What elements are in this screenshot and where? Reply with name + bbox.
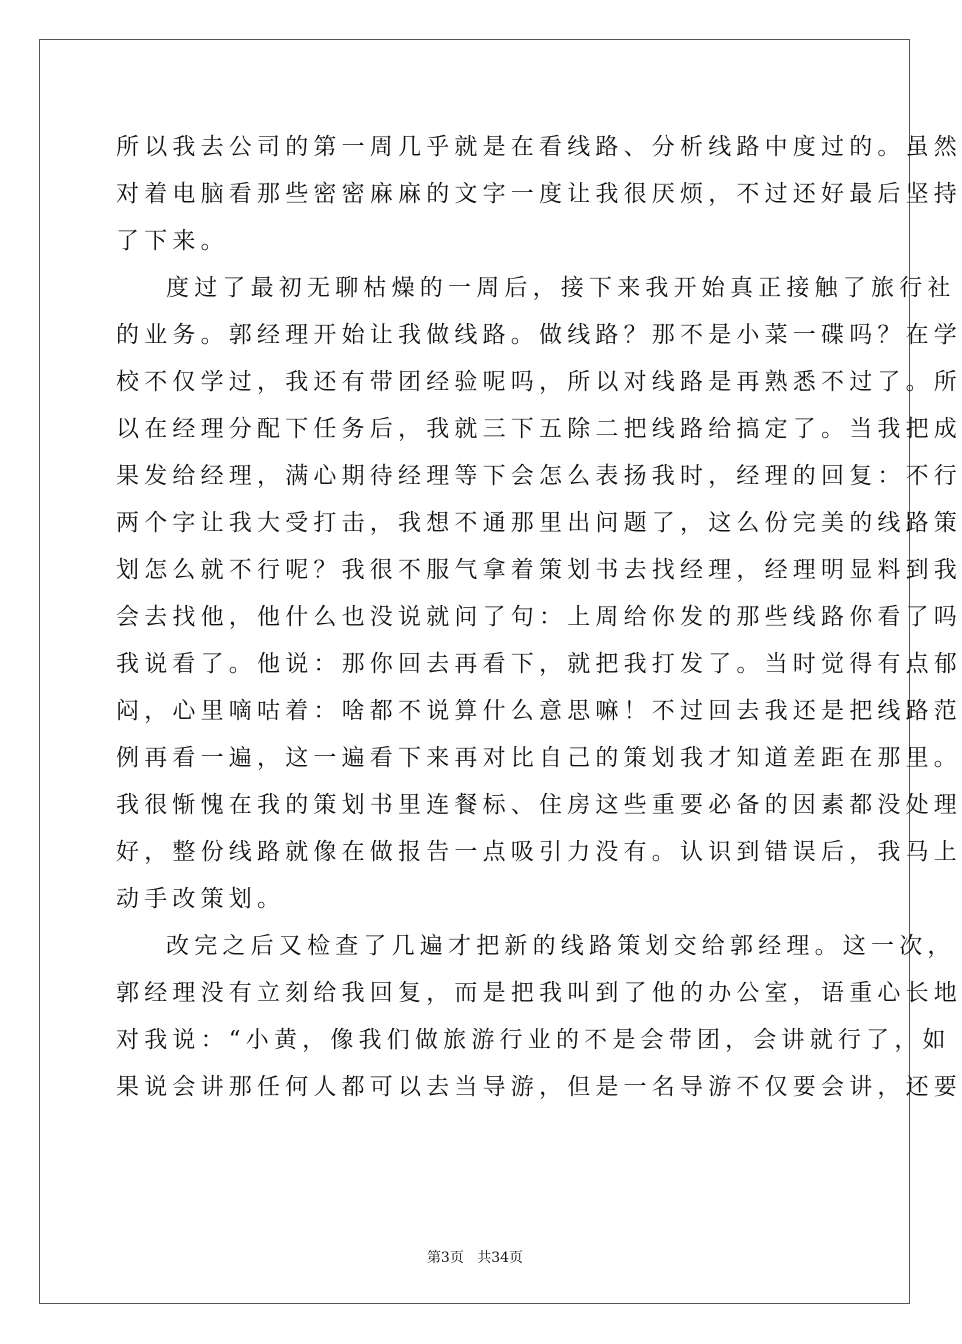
document-body bbox=[116, 124, 962, 1111]
text-line: 两个字让我大受打击，我想不通那里出问题了，这么份完美的线路策 bbox=[116, 510, 962, 536]
text-line: 以在经理分配下任务后，我就三下五除二把线路给搞定了。当我把成 bbox=[116, 416, 962, 442]
text-line: 郭经理没有立刻给我回复，而是把我叫到了他的办公室，语重心长地 bbox=[116, 980, 962, 1006]
text-line: 度过了最初无聊枯燥的一周后，接下来我开始真正接触了旅行社 bbox=[166, 275, 956, 301]
text-line: 我很惭愧在我的策划书里连餐标、住房这些重要必备的因素都没处理 bbox=[116, 792, 962, 818]
text-line: 果发给经理，满心期待经理等下会怎么表扬我时，经理的回复：不行 bbox=[116, 463, 962, 489]
text-line: 所以我去公司的第一周几乎就是在看线路、分析线路中度过的。虽然 bbox=[116, 134, 962, 160]
text-line: 对着电脑看那些密密麻麻的文字一度让我很厌烦，不过还好最后坚持 bbox=[116, 181, 962, 207]
text-line: 果说会讲那任何人都可以去当导游，但是一名导游不仅要会讲，还要 bbox=[116, 1074, 962, 1100]
text-line: 对我说：“小黄，像我们做旅游行业的不是会带团，会讲就行了，如 bbox=[116, 1027, 951, 1053]
text-line: 的业务。郭经理开始让我做线路。做线路？那不是小菜一碟吗？在学 bbox=[116, 322, 962, 348]
page-total: 共34页 bbox=[477, 1250, 524, 1266]
text-line: 会去找他，他什么也没说就问了句：上周给你发的那些线路你看了吗 bbox=[116, 604, 962, 630]
text-line: 动手改策划。 bbox=[116, 886, 286, 912]
text-line: 好，整份线路就像在做报告一点吸引力没有。认识到错误后，我马上 bbox=[116, 839, 962, 865]
text-line: 例再看一遍，这一遍看下来再对比自己的策划我才知道差距在那里。 bbox=[116, 745, 962, 771]
text-line: 闷，心里嘀咕着：啥都不说算什么意思嘛！不过回去我还是把线路范 bbox=[116, 698, 962, 724]
text-line: 我说看了。他说：那你回去再看下，就把我打发了。当时觉得有点郁 bbox=[116, 651, 962, 677]
text-line: 校不仅学过，我还有带团经验呢吗，所以对线路是再熟悉不过了。所 bbox=[116, 369, 962, 395]
page-footer bbox=[0, 1247, 950, 1267]
page-number: 第3页 bbox=[426, 1250, 464, 1266]
text-line: 了下来。 bbox=[116, 228, 229, 254]
text-line: 改完之后又检查了几遍才把新的线路策划交给郭经理。这一次， bbox=[166, 933, 956, 959]
text-line: 划怎么就不行呢？我很不服气拿着策划书去找经理，经理明显料到我 bbox=[116, 557, 962, 583]
